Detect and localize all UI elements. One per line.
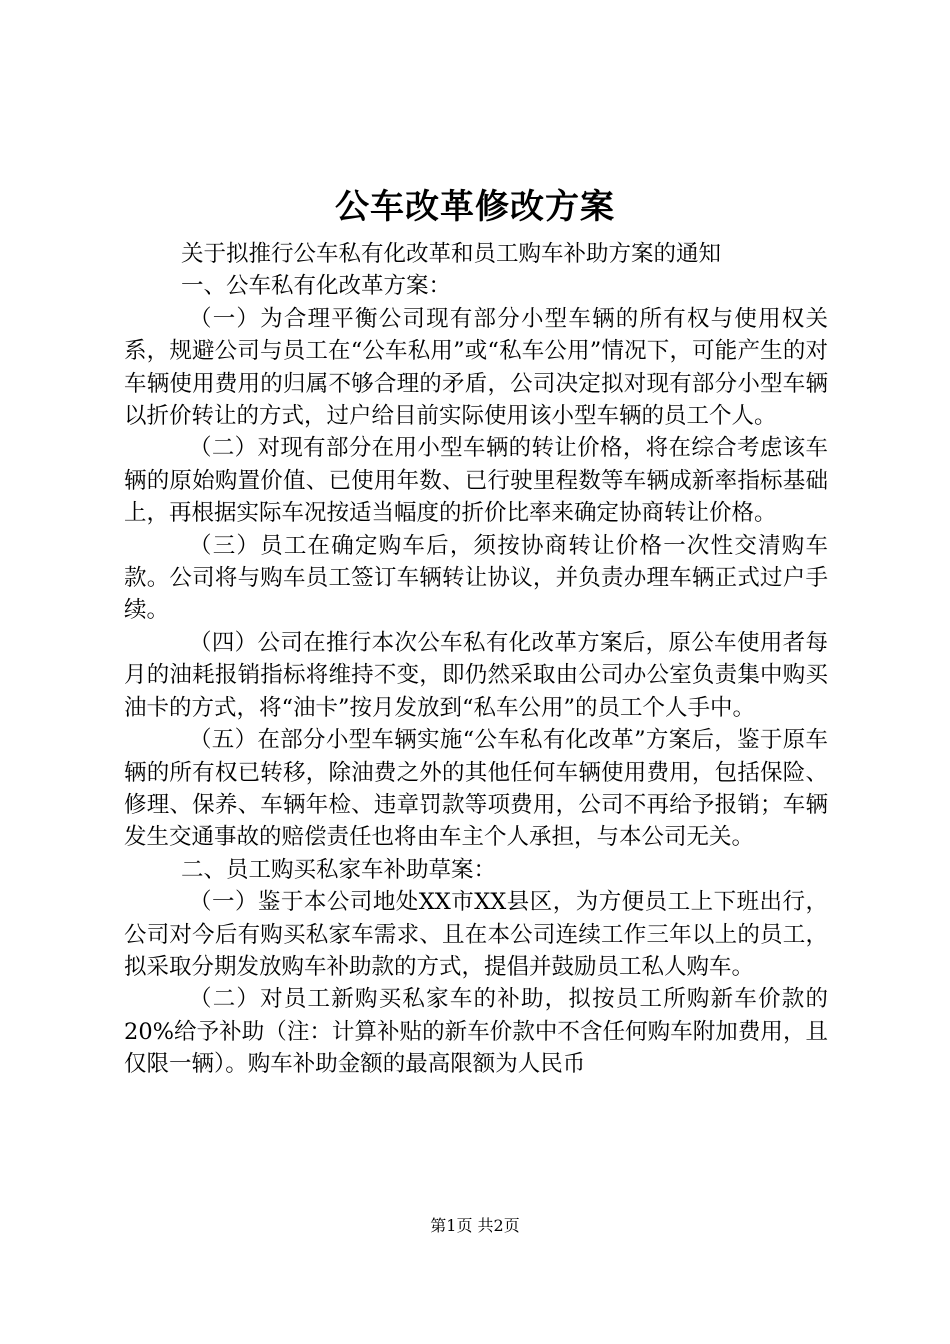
document-title: 公车改革修改方案 — [335, 187, 615, 227]
paragraph-section-2-item-1: （一）鉴于本公司地处XX市XX县区，为方便员工上下班出行，公司对今后有购买私家车需求、且在本公司连续工作三年以上的员工，拟采取分期发放购车补助款的方式，提倡并鼓励员工私人购车。 — [124, 889, 828, 980]
paragraph-section-1-item-1: （一）为合理平衡公司现有部分小型车辆的所有权与使用权关系，规避公司与员工在“公车私用”或“私车公用”情况下，可能产生的对车辆使用费用的归属不够合理的矛盾，公司决定拟对现有部分小型车辆以折价转让的方式，过户给目前实际使用该小型车辆的员工个人。 — [124, 305, 828, 430]
paragraph-section-1-item-2: （二）对现有部分在用小型车辆的转让价格，将在综合考虑该车辆的原始购置价值、已使用年数、已行驶里程数等车辆成新率指标基础上，再根据实际车况按适当幅度的折价比率来确定协商转让价格。 — [124, 435, 828, 527]
paragraph-section-1-heading: 一、公车私有化改革方案： — [181, 273, 452, 300]
paragraph-section-1-item-3: （三）员工在确定购车后，须按协商转让价格一次性交清购车款。公司将与购车员工签订车辆转让协议，并负责办理车辆正式过户手续。 — [124, 532, 828, 624]
page-number-footer: 第1页 共2页 — [430, 1216, 520, 1235]
document-body — [124, 238, 828, 1081]
paragraph-section-1-item-4: （四）公司在推行本次公车私有化改革方案后，原公车使用者每月的油耗报销指标将维持不变，即仍然采取由公司办公室负责集中购买油卡的方式，将“油卡”按月发放到“私车公用”的员工个人手中。 — [124, 629, 828, 721]
paragraph-section-2-heading: 二、员工购买私家车补助草案： — [181, 856, 497, 883]
paragraph-section-1-item-5: （五）在部分小型车辆实施“公车私有化改革”方案后，鉴于原车辆的所有权已转移，除油费之外的其他任何车辆使用费用，包括保险、修理、保养、车辆年检、违章罚款等项费用，公司不再给予报销；车辆发生交通事故的赔偿责任也将由车主个人承担，与本公司无关。 — [124, 727, 828, 851]
paragraph-section-2-item-2: （二）对员工新购买私家车的补助，拟按员工所购新车价款的20%给予补助（注：计算补贴的新车价款中不含任何购车附加费用，且仅限一辆）。购车补助金额的最高限额为人民币 — [124, 986, 828, 1078]
paragraph-notice-heading: 关于拟推行公车私有化改革和员工购车补助方案的通知 — [181, 241, 722, 267]
